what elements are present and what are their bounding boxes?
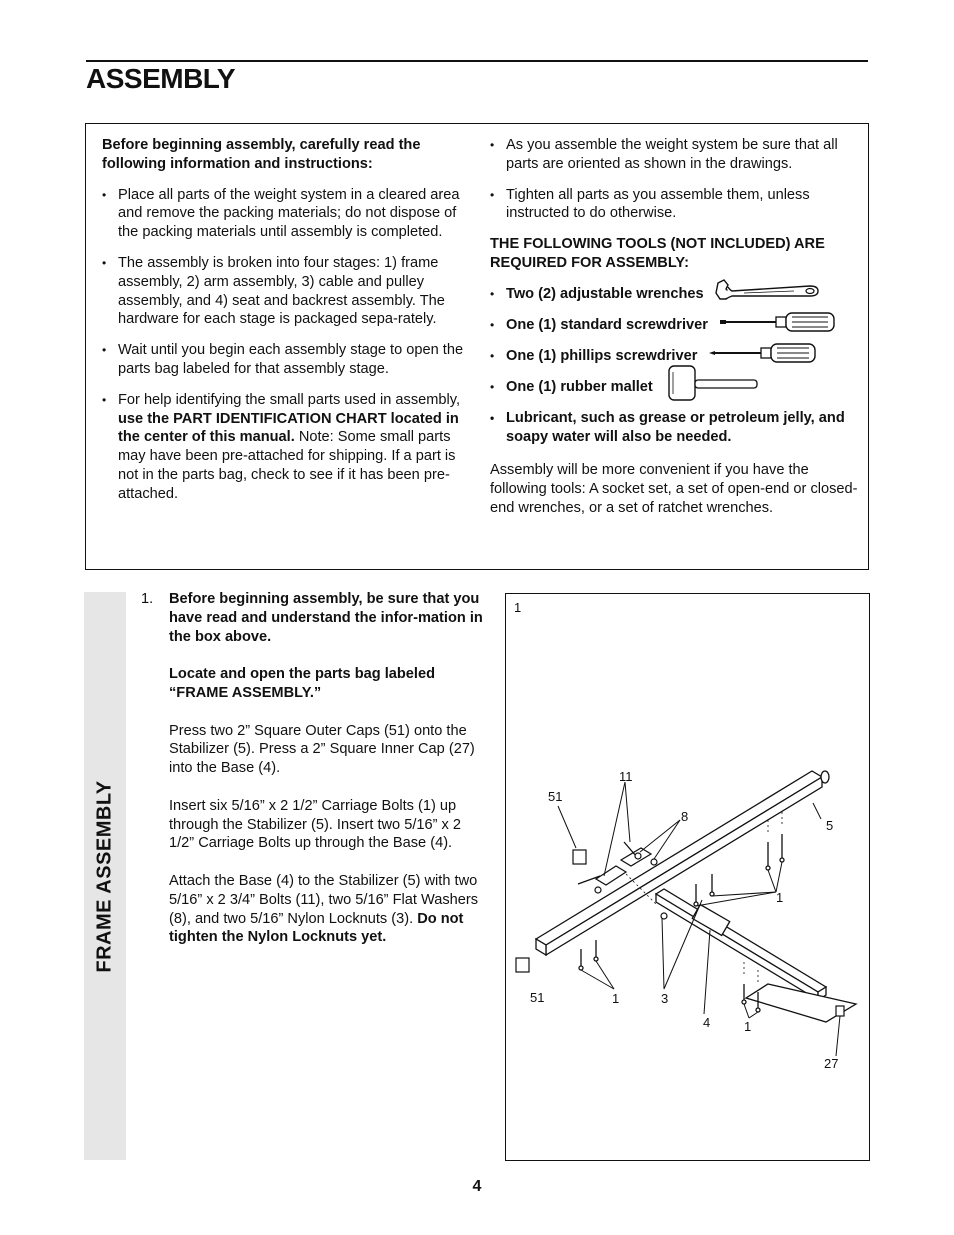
step-number: 1. xyxy=(141,591,154,607)
section-label-text: FRAME ASSEMBLY xyxy=(93,779,116,973)
page-title: ASSEMBLY xyxy=(86,63,236,94)
instruction-bullet: • Tighten all parts as you assemble them, unless instructed to do otherwise. xyxy=(490,186,858,224)
rubber-mallet-icon xyxy=(663,364,763,404)
step-intro: Before beginning assembly, be sure that you have read and understand the infor-mation in the box above. xyxy=(169,591,483,645)
standard-screwdriver-icon xyxy=(718,308,838,336)
instructions-heading: Before beginning assembly, carefully read the following information and instructions: xyxy=(102,137,421,172)
step-locate: Locate and open the parts bag labeled “FRAME ASSEMBLY.” xyxy=(169,666,435,701)
tool-label: • One (1) standard screwdriver xyxy=(506,316,708,333)
tools-list xyxy=(490,285,858,447)
callout-11: 11 xyxy=(619,769,633,784)
frame-assembly-diagram xyxy=(506,594,869,1160)
phillips-screwdriver-icon xyxy=(707,339,819,367)
callout-27: 27 xyxy=(824,1056,839,1071)
step-attach-text: Attach the Base (4) to the Stabilizer (5) with two 5/16” x 2 3/4” Bolts (11), two 5/16” Flat Washers (8), and two 5/16” Nylon Locknuts (3). xyxy=(169,872,479,927)
callout-3: 3 xyxy=(661,991,669,1006)
callout-4: 4 xyxy=(703,1015,711,1030)
help-text-bold: use the PART IDENTIFICATION CHART located in the center of this manual. xyxy=(118,410,459,446)
callout-1-base: 1 xyxy=(744,1019,752,1034)
convenience-note: Assembly will be more convenient if you have the following tools: A socket set, a set of open-end or closed-end wrenches, or a set of ratchet wrenches. xyxy=(490,462,858,516)
tool-label: • One (1) phillips screwdriver xyxy=(506,347,698,364)
callout-1-lower: 1 xyxy=(612,991,620,1006)
instructions-right-column xyxy=(490,136,858,530)
tools-heading: THE FOLLOWING TOOLS (NOT INCLUDED) ARE REQUIRED FOR ASSEMBLY: xyxy=(490,236,825,271)
step-press: Press two 2” Square Outer Caps (51) onto the Stabilizer (5). Press a 2” Square Inner Cap (27) into the Base (4). xyxy=(169,722,475,777)
help-text-post: Note: Some small parts may have been pre-attached for shipping. If a part is not in the parts bag, check to see if it has been pre-attached. xyxy=(118,429,456,502)
step-attach xyxy=(169,872,486,947)
callout-1: 1 xyxy=(776,890,784,905)
page-number: 4 xyxy=(472,1178,482,1195)
tool-label: • Two (2) adjustable wrenches xyxy=(506,285,704,302)
figure-number: 1 xyxy=(514,600,522,615)
tool-label: • One (1) rubber mallet xyxy=(506,378,653,395)
instruction-bullet: • The assembly is broken into four stages: 1) frame assembly, 2) arm assembly, 3) cable and pulley assembly, and 4) seat and backrest assembly. The hardware for each stage is packaged sepa-rately. xyxy=(102,254,474,329)
step-attach-warning: Do not tighten the Nylon Locknuts yet. xyxy=(169,910,464,946)
base-part xyxy=(656,889,856,1022)
tool-item-lubricant: • Lubricant, such as grease or petroleum jelly, and soapy water will also be needed. xyxy=(490,409,858,447)
step-insert: Insert six 5/16” x 2 1/2” Carriage Bolts (1) up through the Stabilizer (5). Insert two 5/16” x 2 1/2” Carriage Bolts up through the Base (4). xyxy=(169,797,462,852)
instruction-bullet: • Wait until you begin each assembly stage to open the parts bag labeled for that assembly stage. xyxy=(102,341,474,379)
instructions-box xyxy=(85,123,869,570)
section-label xyxy=(84,592,126,1160)
instructions-left-column xyxy=(102,136,474,516)
instruction-bullet-help xyxy=(102,391,474,504)
callout-5: 5 xyxy=(826,818,834,833)
figure-1 xyxy=(505,593,870,1161)
instruction-bullet: • Place all parts of the weight system in a cleared area and remove the packing materials; do not dispose of the packing materials until assembly is completed. xyxy=(102,186,474,242)
step-body xyxy=(169,590,486,947)
callout-8: 8 xyxy=(681,809,689,824)
adjustable-wrench-icon xyxy=(714,277,824,305)
callout-51-lower: 51 xyxy=(530,990,545,1005)
instruction-bullet: • As you assemble the weight system be sure that all parts are oriented as shown in the drawings. xyxy=(490,136,858,174)
help-text-pre: For help identifying the small parts used in assembly, xyxy=(118,391,461,408)
step-1 xyxy=(141,590,486,966)
top-rule xyxy=(86,60,868,62)
callout-51: 51 xyxy=(548,789,563,804)
tool-item xyxy=(490,378,858,409)
